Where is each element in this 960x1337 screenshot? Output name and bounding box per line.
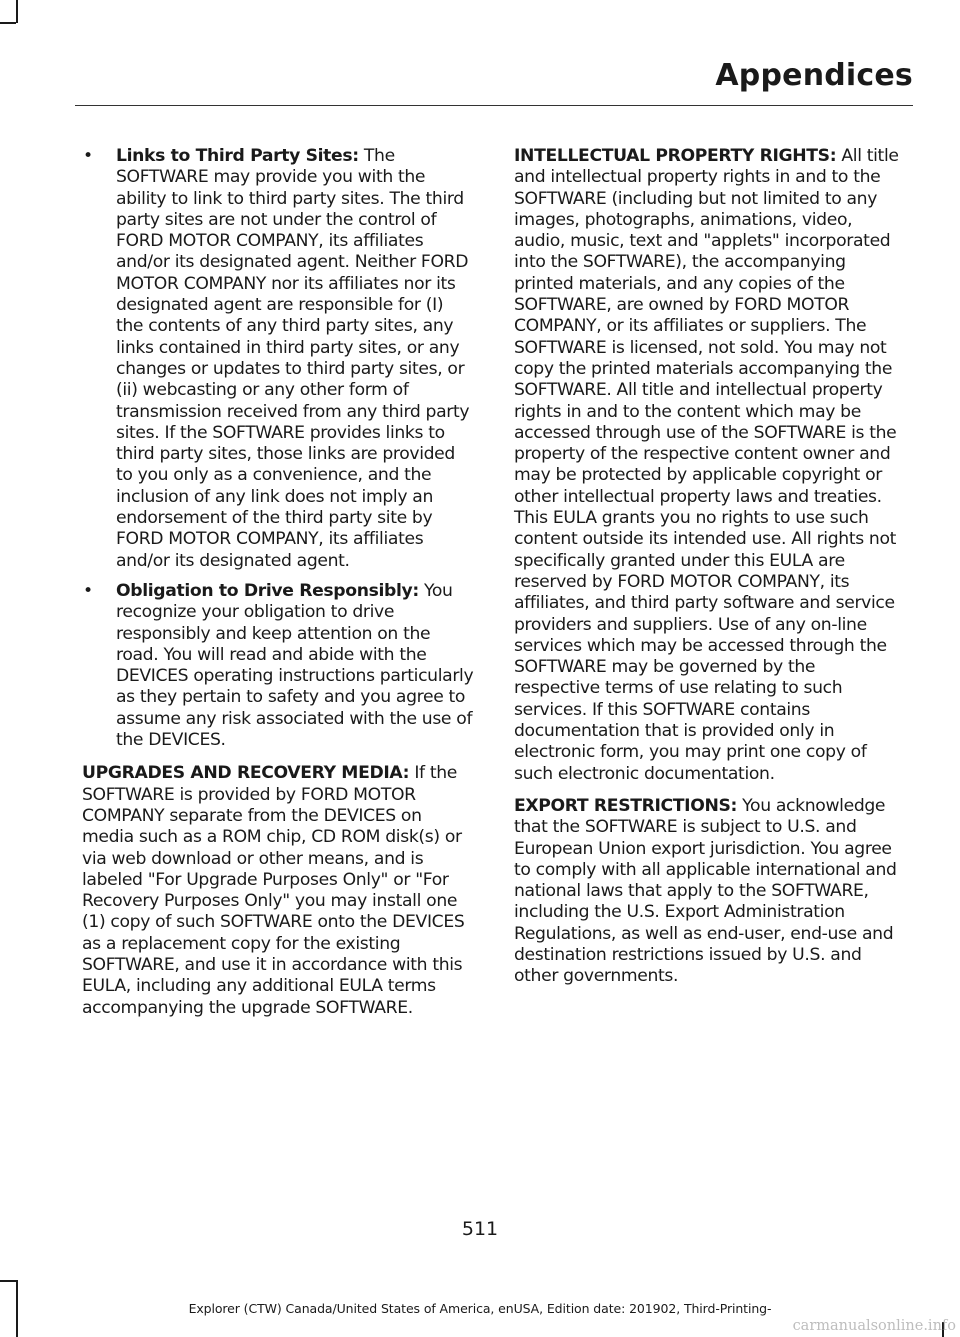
export-paragraph [514, 796, 906, 988]
ip-paragraph [514, 146, 906, 785]
upgrades-paragraph [82, 763, 474, 1019]
left-column [82, 146, 474, 1028]
right-column [514, 146, 906, 997]
bullet-heading: Links to Third Party Sites: [116, 146, 359, 166]
list-item [82, 581, 474, 751]
crop-mark-bottom-left [0, 1280, 16, 1282]
bullet-heading: Obligation to Drive Responsibly: [116, 580, 419, 601]
crop-mark-top-left [0, 22, 16, 24]
header-divider [75, 105, 913, 106]
bullet-text: You recognize your obligation to drive responsibly and keep attention on the road. You will read and abide with the DEVICES operating instructions particularly as they pertain to safety and you agree to assume any risk associated with the use of the DEVICES. [116, 580, 474, 751]
bullet-icon: • [83, 580, 93, 601]
section-text: You acknowledge that the SOFTWARE is subject to U.S. and European Union export jurisdiction. You agree to comply with all applicable international and national laws that apply to the SOFTWARE, including the U.S. Export Administration Regulations, as well as end-user, end-use and destination restrictions issued by U.S. and other governments. [514, 795, 897, 987]
crop-mark-top-left-vertical [16, 0, 18, 23]
page-title: Appendices [715, 58, 913, 93]
section-heading: UPGRADES AND RECOVERY MEDIA: [82, 763, 410, 784]
section-heading: INTELLECTUAL PROPERTY RIGHTS: [514, 146, 837, 166]
list-item [82, 146, 474, 572]
bullet-text: The SOFTWARE may provide you with the ability to link to third party sites. The third party sites are not under the control of FORD MOTOR COMPANY, its affiliates and/or its designated agent. Neither FORD MOTOR COMPANY nor its affiliates nor its designated agent are responsible for (I) the contents of any third party sites, any links contained in third party sites, or any changes or updates to third party sites, or (ii) webcasting or any other form of transmission received from any third party sites. If the SOFTWARE provides links to third party sites, those links are provided to you only as a convenience, and the inclusion of any link does not imply an endorsement of the third party site by FORD MOTOR COMPANY, its affiliates and/or its designated agent. [116, 146, 470, 571]
section-heading: EXPORT RESTRICTIONS: [514, 795, 738, 816]
watermark: carmanualsonline.info [792, 1318, 956, 1334]
section-text: If the SOFTWARE is provided by FORD MOTOR COMPANY separate from the DEVICES on media such as a ROM chip, CD ROM disk(s) or via web download or other means, and is labeled "For Upgrade Purposes Only" or "For Recovery Purposes Only" you may install one (1) copy of such SOFTWARE onto the DEVICES as a replacement copy for the existing SOFTWARE, and use it in accordance with this EULA, including any additional EULA terms accompanying the upgrade SOFTWARE. [82, 763, 465, 1018]
page-number: 511 [461, 1218, 499, 1240]
section-text: All title and intellectual property rights in and to the SOFTWARE (including but not limited to any images, photographs, animations, video, audio, music, text and "applets" incorporated into the SOFTWARE), the accompanying printed materials, and any copies of the SOFTWARE, are owned by FORD MOTOR COMPANY, or its affiliates or suppliers. The SOFTWARE is licensed, not sold. You may not copy the printed materials accompanying the SOFTWARE. All title and intellectual property rights in and to the content which may be accessed through use of the SOFTWARE is the property of the respective content owner and may be protected by applicable copyright or other intellectual property laws and treaties. This EULA grants you no rights to use such content outside its intended use. All rights not specifically granted under this EULA are reserved by FORD MOTOR COMPANY, its affiliates, and third party software and service providers and suppliers. Use of any on-line services which may be accessed through the SOFTWARE may be governed by the respective terms of use relating to such services. If this SOFTWARE contains documentation that is provided only in electronic form, you may print one copy of such electronic documentation. [514, 146, 899, 784]
bullet-icon: • [83, 146, 93, 166]
edition-line: Explorer (CTW) Canada/United States of America, enUSA, Edition date: 201902, Third-Printing- [188, 1301, 772, 1316]
